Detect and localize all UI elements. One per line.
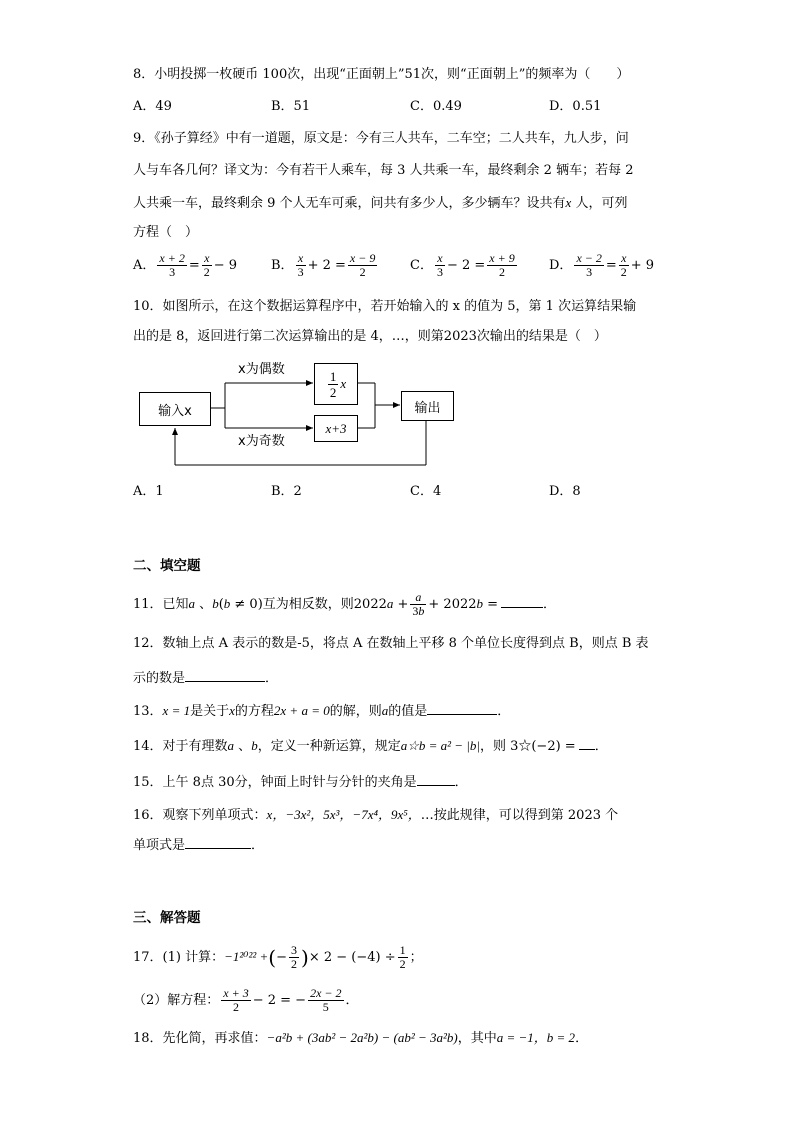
q9-option-a: A． $\frac{x + 2}{3}$ = $\frac{x}{2}$ − 9 <box>133 251 238 279</box>
flow-even-label: x为偶数 <box>238 362 285 377</box>
q9-line1: 9．《孙子算经》中有一道题，原文是：今有三人共车，二车空；二人共车，九人步，问 <box>133 131 629 146</box>
q9-line4: 方程（ ） <box>133 225 199 240</box>
flow-input-box: 输入x <box>139 392 211 426</box>
q9-option-b: B． $\frac{x}{3}$ + 2 = $\frac{x - 9}{2}$ <box>271 251 376 279</box>
q13: 13．x = 1是关于x的方程2x + a = 0的解，则a的值是 ． <box>133 703 511 719</box>
q10-option-b: B．2 <box>271 484 302 499</box>
flow-half-box: $\frac{1}{2}$ x <box>314 363 358 405</box>
flow-plus3-box: x+3 <box>314 415 358 442</box>
q17-part1: 17．(1) 计算：−1²⁰²² +(− $\frac{3}{2}$ )× 2 − (−4) ÷ $\frac{1}{2}$ ； <box>133 943 423 971</box>
q16-line1: 16．观察下列单项式：x，−3x²，5x³，−7x⁴，9x⁵，…按此规律，可以得到第 2023 个 <box>133 807 619 823</box>
q10-option-c: C．4 <box>410 484 442 499</box>
q10-option-a: A．1 <box>133 484 164 499</box>
q18: 18．先化简，再求值：−a²b + (3ab² − 2a²b) − (ab² − 3a²b)，其中a = −1，b = 2． <box>133 1030 589 1046</box>
q11: 11．已知a 、b(b ≠ 0)互为相反数，则2022a + $\frac{a}{3b}$ + 2022b = ． <box>133 590 557 618</box>
q9-option-c: C． $\frac{x}{3}$ − 2 = $\frac{x + 9}{2}$ <box>410 251 515 279</box>
q8-option-b: B．51 <box>271 99 311 114</box>
q9-line3: 人共乘一车，最终剩余 9 个人无车可乘，问共有多少人，多少辆车？设共有x 人，可列 <box>133 195 628 211</box>
q8-stem: 8．小明投掷一枚硬币 100次，出现“正面朝上”51次，则“正面朝上”的频率为（ ） <box>133 67 630 82</box>
q9-line2: 人与车各几何？译文为：今有若干人乘车，每 3 人共乘一车，最终剩余 2 辆车；若每 2 <box>133 163 634 178</box>
q12-line2: 示的数是 ． <box>133 668 278 689</box>
flow-odd-label: x为奇数 <box>238 434 285 449</box>
q16-line2: 单项式是 ． <box>133 835 264 856</box>
q15: 15．上午 8点 30分，钟面上时针与分针的夹角是 ． <box>133 772 468 793</box>
q10-option-d: D．8 <box>549 484 581 499</box>
q10-line2: 出的是 8，返回进行第二次运算输出的是 4，…，则第2023次输出的结果是（ ） <box>133 329 607 344</box>
q12-line1: 12．数轴上点 A 表示的数是-5，将点 A 在数轴上平移 8 个单位长度得到点 B，则点 B 表 <box>133 636 649 651</box>
section-heading-fill-in: 二、填空题 <box>133 558 201 574</box>
q9-option-d: D． $\frac{x - 2}{3}$ = $\frac{x}{2}$ + 9 <box>549 251 655 279</box>
q8-option-a: A．49 <box>133 99 172 114</box>
q8-option-d: D．0.51 <box>549 99 602 114</box>
q10-line1: 10．如图所示，在这个数据运算程序中，若开始输入的 x 的值为 5，第 1 次运算结果输 <box>133 299 637 314</box>
q8-option-c: C．0.49 <box>410 99 462 114</box>
flow-output-box: 输出 <box>401 391 454 421</box>
section-heading-solve: 三、解答题 <box>133 910 201 926</box>
q14: 14．对于有理数a 、b，定义一种新运算，规定a☆b = a² − |b|，则 3☆(−2) = ． <box>133 738 608 754</box>
q17-part2: （2）解方程： $\frac{x + 3}{2}$ − 2 = − $\frac{2x - 2}{5}$ ． <box>133 986 359 1014</box>
